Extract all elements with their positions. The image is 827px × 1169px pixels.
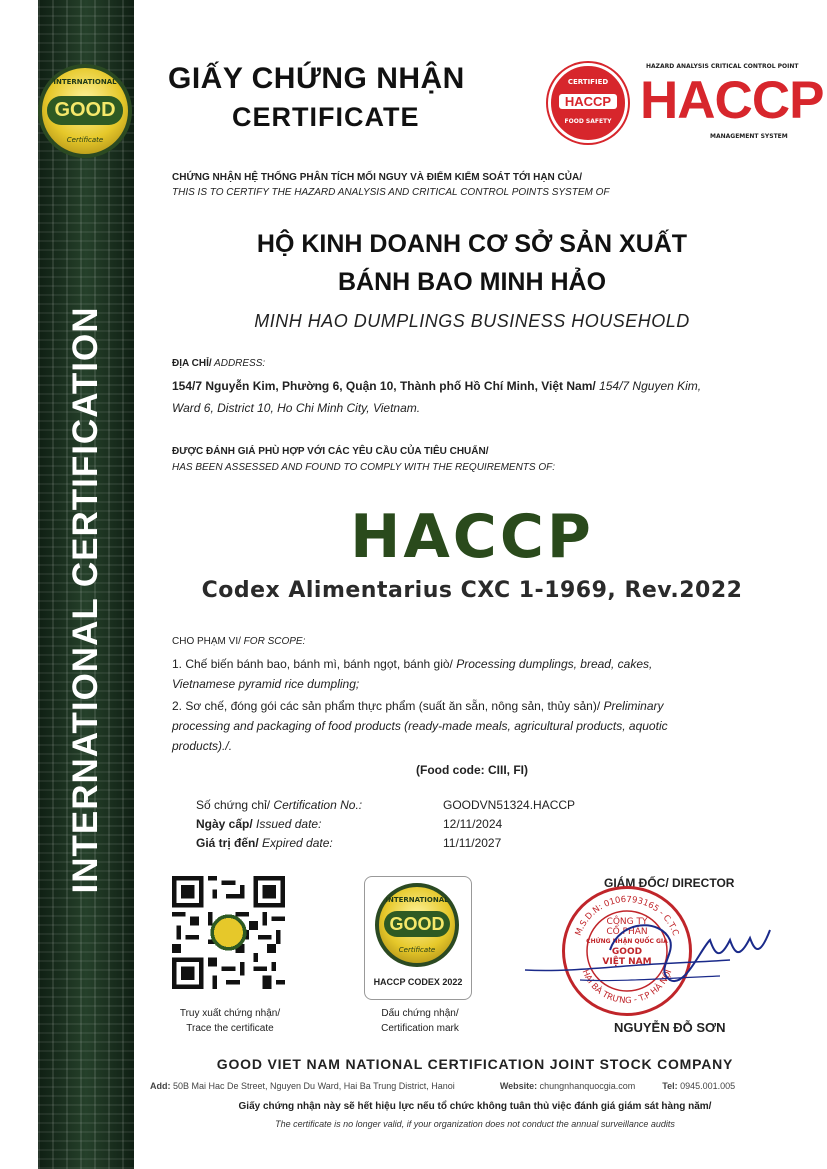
expired-vn: Giá trị đến/ — [196, 836, 259, 850]
cert-no-en: Certification No.: — [270, 798, 363, 812]
issued-vn: Ngày cấp/ — [196, 817, 253, 831]
standard-name: HACCP — [350, 502, 594, 572]
cert-mark-logo — [375, 883, 459, 967]
scope-item1-en1: Processing dumplings, bread, cakes, — [452, 657, 653, 671]
company-en: MINH HAO DUMPLINGS BUSINESS HOUSEHOLD — [254, 311, 690, 331]
scope-label — [172, 630, 305, 652]
stamp-line1: CÔNG TY — [606, 917, 648, 927]
qr-caption-en: Trace the certificate — [186, 1023, 274, 1034]
issued-value: 12/11/2024 — [443, 817, 503, 831]
stamp-ring-top: M.S.D.N: 0106793165 - C.T.C — [573, 894, 681, 938]
footer-tel-label: Tel: — [662, 1081, 678, 1091]
food-code: (Food code: CIII, FI) — [416, 763, 528, 777]
good-logo-bottom: Certificate — [66, 135, 104, 144]
stamp-line2: CỔ PHẦN — [606, 927, 648, 937]
scope-item1-en2: Vietnamese pyramid rice dumpling; — [172, 677, 360, 691]
cert-mark-top: INTERNATIONAL — [385, 896, 449, 905]
haccp-logo-bottom-text: MANAGEMENT SYSTEM — [710, 133, 788, 140]
mark-caption-vn: Dấu chứng nhận/ — [381, 1008, 459, 1019]
haccp-seal-mid: HACCP — [559, 94, 617, 109]
qr-caption-vn: Truy xuất chứng nhận/ — [179, 1008, 281, 1019]
stamp-line4: GOOD — [611, 947, 643, 957]
director-name: NGUYỄN ĐỖ SƠN — [614, 1020, 726, 1035]
address-label-en: ADDRESS: — [211, 358, 266, 369]
standard-codex: Codex Alimentarius CXC 1-1969, Rev.2022 — [201, 578, 743, 603]
mark-caption-en: Certification mark — [381, 1023, 459, 1034]
address-line2 — [172, 398, 420, 418]
signature-icon — [520, 910, 790, 1000]
footer-web[interactable]: chungnhanquocgia.com — [537, 1081, 636, 1091]
footer-addr-label: Add: — [150, 1081, 171, 1091]
good-logo-mid: GOOD — [47, 96, 123, 125]
footer-company: GOOD VIET NAM NATIONAL CERTIFICATION JOINT STOCK COMPANY — [216, 1056, 734, 1072]
scope-item1-line2 — [172, 674, 359, 694]
scope-label-vn: CHO PHẠM VI/ — [172, 636, 241, 647]
scope-item1-vn: 1. Chế biến bánh bao, bánh mì, bánh ngọt, bánh giò/ — [172, 657, 453, 671]
issued-en: Issued date: — [252, 817, 322, 831]
qr-code-icon[interactable] — [172, 876, 285, 989]
footer-tel: 0945.001.005 — [677, 1081, 736, 1091]
haccp-logo-top-text: HAZARD ANALYSIS CRITICAL CONTROL POINT — [646, 63, 799, 70]
address-label — [172, 352, 265, 374]
cert-mark-box — [364, 876, 472, 1000]
address-en2: Ward 6, District 10, Ho Chi Minh City, Vietnam. — [172, 401, 421, 415]
footer-contact — [150, 1081, 735, 1091]
company-line2: BÁNH BAO MINH HẢO — [337, 268, 607, 296]
cert-mark-bottom: Certificate — [398, 945, 436, 954]
cert-no-label — [196, 798, 362, 812]
footer-note-vn: Giấy chứng nhận này sẽ hết hiệu lực nếu tổ chức không tuân thủ việc đánh giá giám sát hàng năm/ — [238, 1101, 712, 1112]
intro-vn: CHỨNG NHẬN HỆ THỐNG PHÂN TÍCH MỐI NGUY VÀ ĐIỂM KIỂM SOÁT TỚI HẠN CỦA/ — [172, 172, 582, 183]
company-line1: HỘ KINH DOANH CƠ SỞ SẢN XUẤT — [256, 230, 688, 258]
scope-item2-en3: products)./. — [172, 739, 233, 753]
haccp-seal-top: CERTIFIED — [567, 78, 609, 86]
assessed-vn: ĐƯỢC ĐÁNH GIÁ PHÙ HỢP VỚI CÁC YÊU CẦU CỦA TIÊU CHUẨN/ — [172, 446, 489, 457]
issued-label — [196, 817, 321, 831]
address-label-vn: ĐỊA CHỈ/ — [172, 358, 212, 369]
expired-en: Expired date: — [258, 836, 333, 850]
address-line1 — [172, 376, 701, 396]
cert-no-value: GOODVN51324.HACCP — [443, 798, 576, 812]
footer-addr: 50B Mai Hac De Street, Nguyen Du Ward, Hai Ba Trung District, Hanoi — [170, 1081, 455, 1091]
scope-label-en: FOR SCOPE: — [240, 636, 306, 647]
scope-item2-en1: Preliminary — [600, 699, 664, 713]
footer-web-label: Website: — [499, 1081, 538, 1091]
stamp-line3: CHỨNG NHẬN QUỐC GIA — [586, 938, 668, 945]
address-vn: 154/7 Nguyễn Kim, Phường 6, Quận 10, Thành phố Hồ Chí Minh, Việt Nam/ — [172, 379, 596, 393]
scope-item2-line3 — [172, 736, 232, 756]
cert-mark-label: HACCP CODEX 2022 — [373, 977, 463, 987]
good-logo — [38, 64, 132, 158]
scope-item2-en2: processing and packaging of food products (ready-made meals, agricultural products, aquotic — [172, 719, 668, 733]
address-en1: 154/7 Nguyen Kim, — [595, 379, 702, 393]
expired-label — [196, 836, 333, 850]
haccp-seal-icon — [548, 63, 628, 143]
intro-en: THIS IS TO CERTIFY THE HAZARD ANALYSIS AND CRITICAL CONTROL POINTS SYSTEM OF — [172, 187, 610, 198]
scope-item2-vn: 2. Sơ chế, đóng gói các sản phẩm thực phẩm (suất ăn sẵn, nông sản, thủy sản)/ — [172, 699, 601, 713]
good-logo-top: INTERNATIONAL — [53, 78, 117, 87]
haccp-seal-bottom: FOOD SAFETY — [564, 118, 612, 125]
haccp-logo — [548, 63, 824, 143]
expired-value: 11/11/2027 — [443, 836, 502, 850]
scope-item2-line1 — [172, 696, 664, 716]
footer-note-en: The certificate is no longer valid, if your organization does not conduct the annual surveillance audits — [275, 1119, 675, 1129]
assessed-en: HAS BEEN ASSESSED AND FOUND TO COMPLY WITH THE REQUIREMENTS OF: — [172, 462, 556, 473]
scope-item2-line2 — [172, 716, 668, 736]
director-title: GIÁM ĐỐC/ DIRECTOR — [604, 876, 735, 890]
title-vn: GIẤY CHỨNG NHẬN — [168, 62, 465, 95]
side-band-text: INTERNATIONAL CERTIFICATION — [66, 306, 105, 894]
stamp-ring-bottom: HAI BÀ TRƯNG - T.P HÀ NỘI — [579, 968, 675, 1007]
scope-item1-line1 — [172, 654, 782, 674]
cert-no-vn: Số chứng chỉ/ — [196, 798, 271, 812]
title-en: CERTIFICATE — [232, 102, 420, 132]
haccp-logo-big: HACCP — [640, 71, 824, 130]
stamp-line5: VIỆT NAM — [602, 957, 652, 967]
cert-mark-mid: GOOD — [384, 911, 451, 937]
